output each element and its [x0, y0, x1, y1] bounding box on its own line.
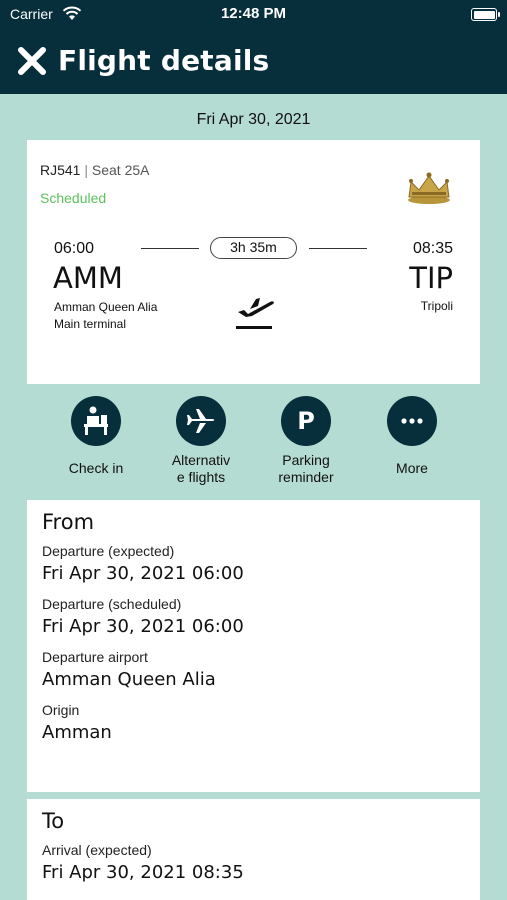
info-value: Amman: [42, 722, 112, 743]
info-row: [42, 701, 465, 745]
alternative-flights-label: [151, 452, 251, 486]
flight-number: RJ541: [40, 162, 81, 178]
separator: |: [84, 162, 88, 178]
carrier-label: Carrier: [10, 6, 53, 22]
check-in-label: Check in: [68, 460, 124, 476]
info-value: Fri Apr 30, 2021 06:00: [42, 616, 244, 637]
info-key: Departure airport: [42, 649, 148, 665]
arrival-code: TIP: [409, 261, 453, 295]
to-heading: To: [42, 809, 65, 833]
date-heading: Fri Apr 30, 2021: [196, 111, 311, 128]
battery-icon: [471, 8, 497, 21]
airplane-icon: [176, 396, 226, 446]
nav-bar: [0, 30, 507, 94]
more-icon: [387, 396, 437, 446]
info-key: Departure (expected): [42, 543, 175, 559]
flight-summary-card: [27, 140, 480, 384]
status-bar: [0, 0, 507, 30]
clock: 12:48 PM: [220, 5, 287, 22]
parking-reminder-button[interactable]: [256, 396, 356, 486]
departure-terminal: Main terminal: [54, 317, 127, 331]
page-title: Flight details: [58, 44, 270, 77]
parking-reminder-label-line2: reminder: [278, 469, 334, 485]
departure-code: AMM: [53, 261, 123, 295]
check-in-button[interactable]: [46, 396, 146, 477]
info-row: [42, 841, 465, 885]
duration-line: [141, 248, 199, 249]
seat-label: Seat 25A: [91, 162, 150, 178]
duration-line: [309, 248, 367, 249]
flight-number-seat: [40, 162, 150, 178]
alternative-flights-label-line1: Alternativ: [171, 452, 231, 468]
arrival-airport-name: Tripoli: [420, 299, 453, 313]
arrival-time: 08:35: [412, 240, 453, 257]
parking-icon: [281, 396, 331, 446]
more-label: More: [396, 460, 428, 476]
info-value: Amman Queen Alia: [42, 669, 216, 690]
info-row: [42, 648, 465, 692]
parking-reminder-label: [256, 452, 356, 486]
info-row: [42, 542, 465, 586]
info-row: [42, 595, 465, 639]
from-card: [27, 500, 480, 792]
departure-airport: [54, 299, 157, 333]
info-key: Arrival (expected): [42, 842, 152, 858]
from-heading: From: [42, 510, 95, 534]
flight-duration: 3h 35m: [210, 237, 297, 259]
info-key: Departure (scheduled): [42, 596, 182, 612]
more-button[interactable]: [362, 396, 462, 477]
check-in-icon: [71, 396, 121, 446]
flight-status: Scheduled: [40, 190, 107, 206]
parking-reminder-label-line1: Parking: [282, 452, 330, 468]
alternative-flights-button[interactable]: [151, 396, 251, 486]
info-value: Fri Apr 30, 2021 06:00: [42, 563, 244, 584]
action-row: [0, 396, 507, 496]
plane-takeoff-icon: [232, 290, 276, 332]
departure-time: 06:00: [54, 240, 95, 257]
departure-airport-name: Amman Queen Alia: [54, 300, 158, 314]
close-icon[interactable]: [16, 45, 48, 77]
parking-glyph: P: [297, 407, 315, 435]
crown-icon: [405, 170, 453, 206]
alternative-flights-label-line2: e flights: [176, 469, 226, 485]
info-key: Origin: [42, 702, 80, 718]
to-card: [27, 799, 480, 900]
info-value: Fri Apr 30, 2021 08:35: [42, 862, 244, 883]
